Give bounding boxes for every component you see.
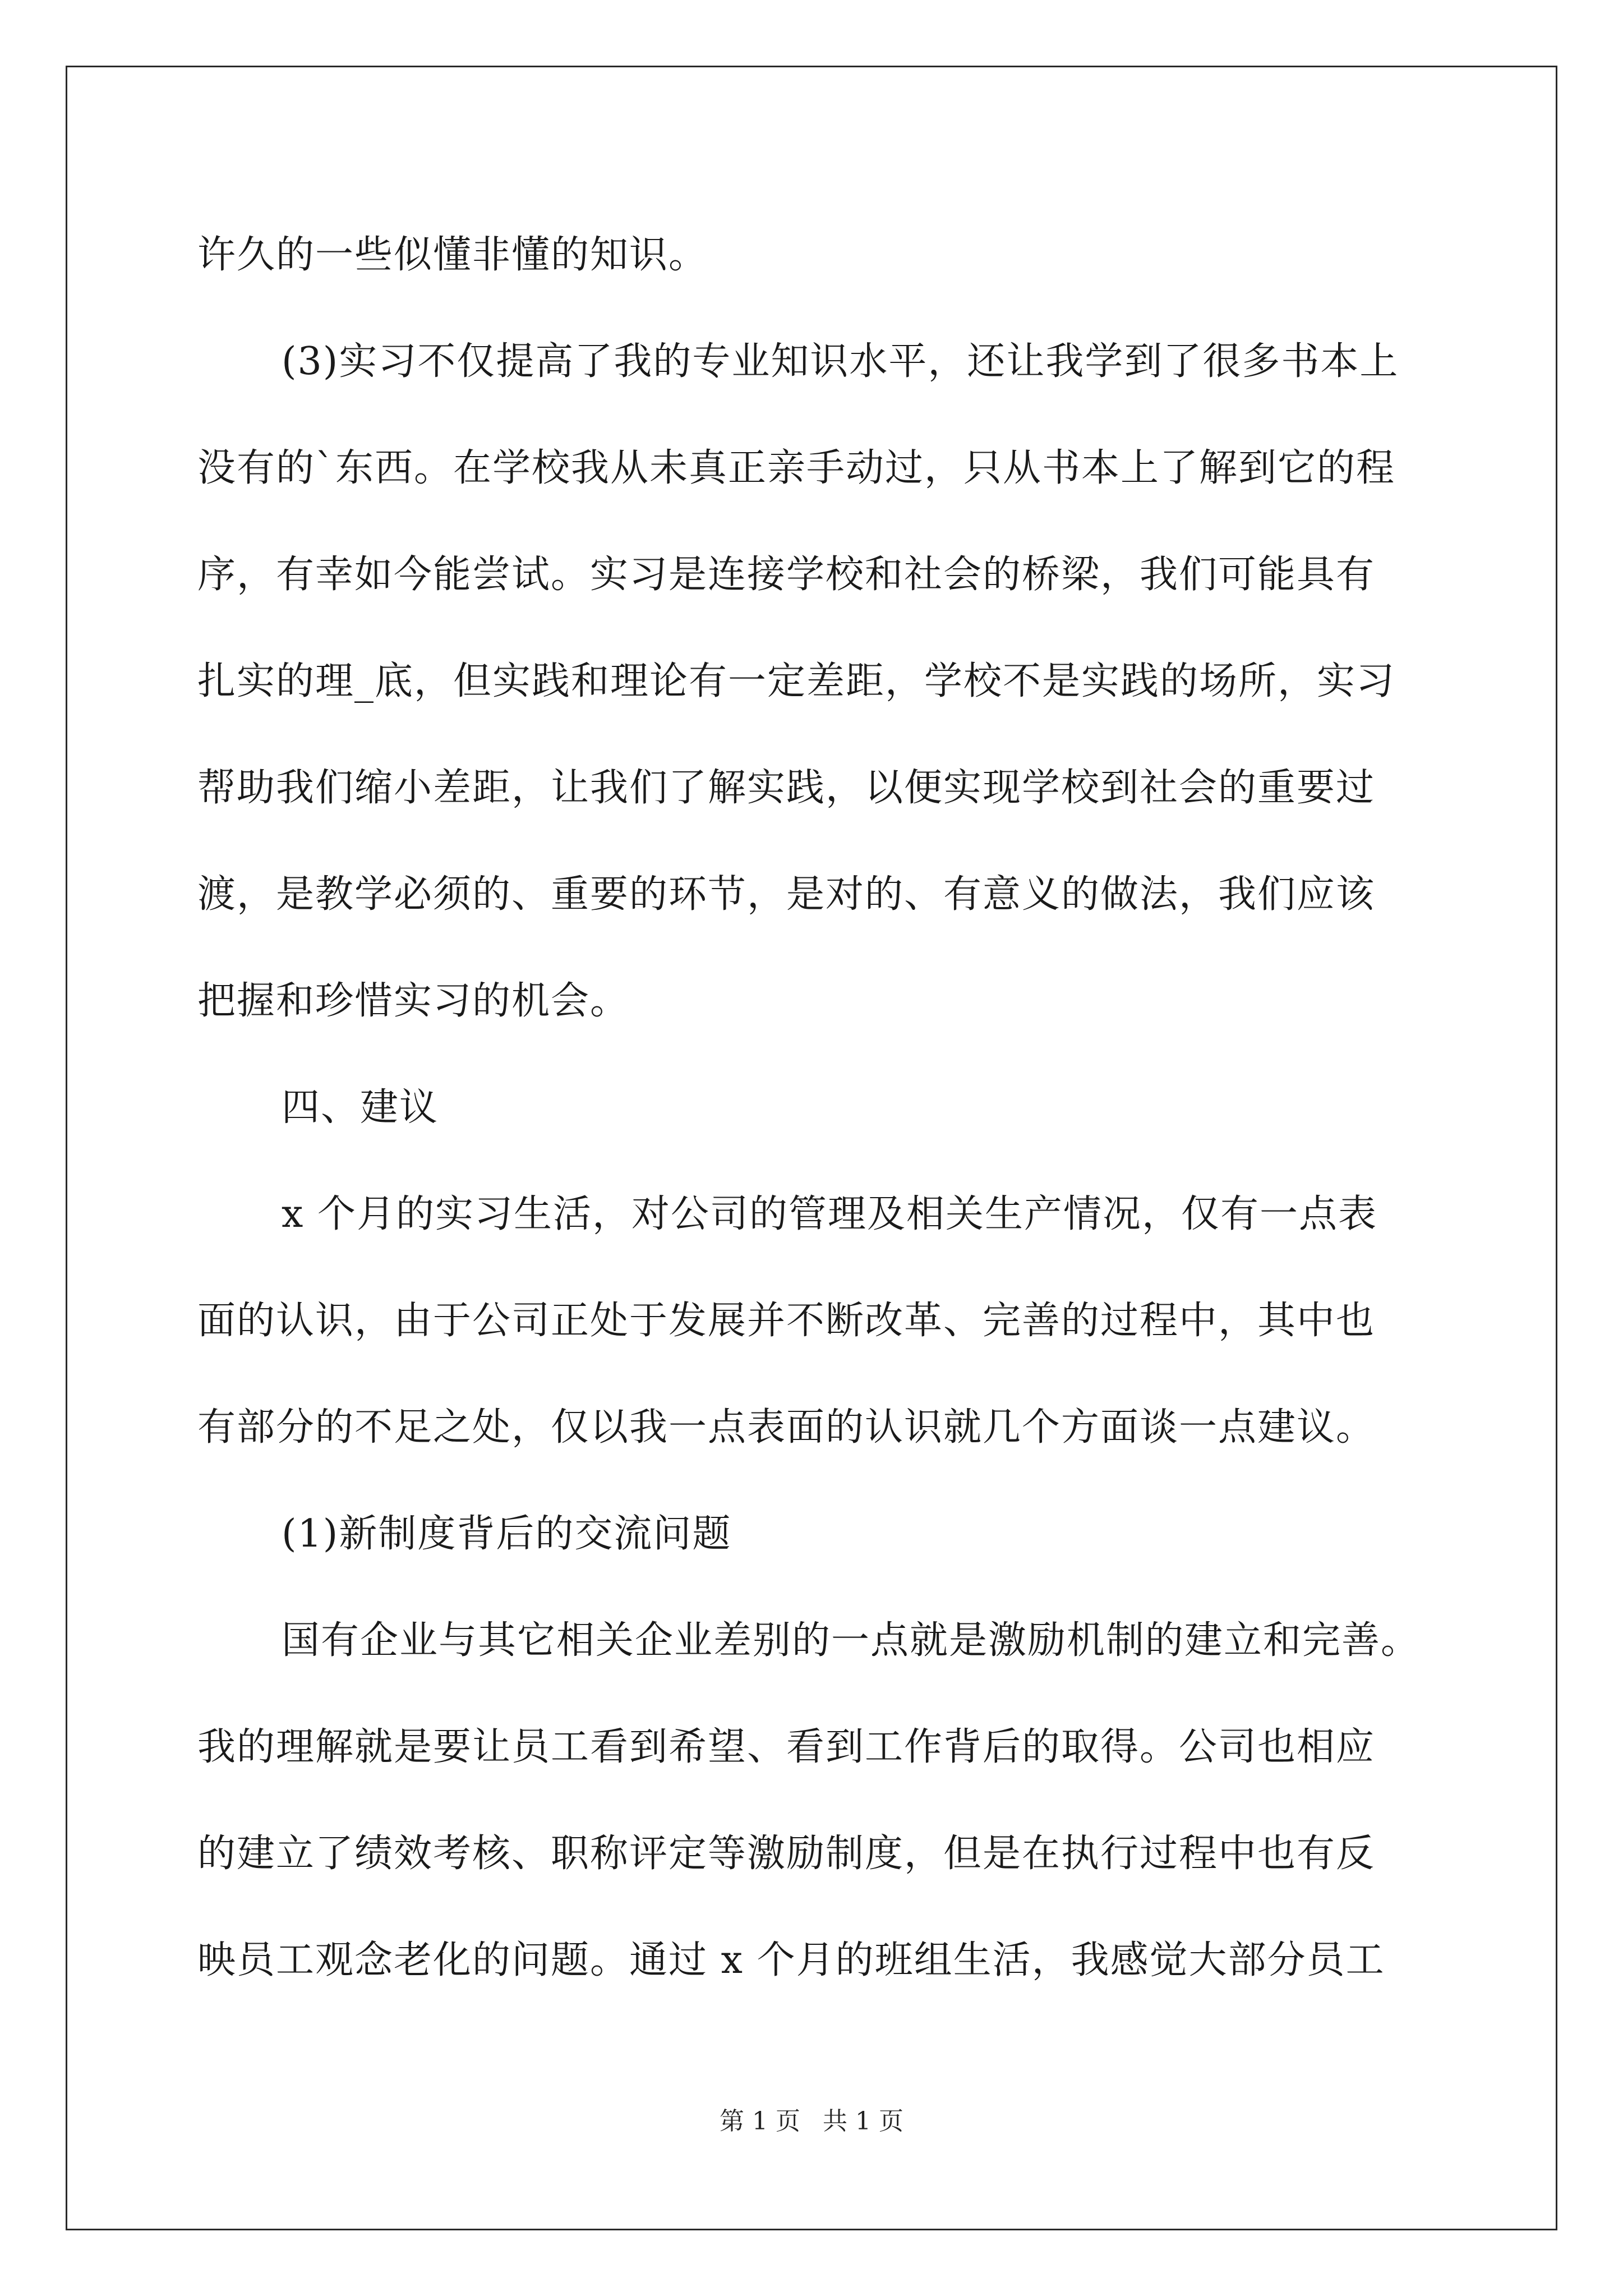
page-footer: [0, 2101, 1623, 2137]
section-heading: 四、建议: [282, 1085, 439, 1130]
text-line: 面的认识，由于公司正处于发展并不断改革、完善的过程中，其中也: [197, 1299, 1376, 1343]
text-line: 渡，是教学必须的、重要的环节，是对的、有意义的做法，我们应该: [197, 872, 1376, 917]
text-line: 我的理解就是要让员工看到希望、看到工作背后的取得。公司也相应: [197, 1725, 1376, 1769]
page-number-total: 共 1 页: [823, 2107, 903, 2136]
text-line: 帮助我们缩小差距，让我们了解实践，以便实现学校到社会的重要过: [197, 766, 1376, 810]
text-line: 没有的`东西。在学校我从未真正亲手动过，只从书本上了解到它的程: [197, 446, 1396, 490]
text-line: 扎实的理_底，但实践和理论有一定差距，学校不是实践的场所，实习: [197, 659, 1396, 703]
text-line: x 个月的实习生活，对公司的管理及相关生产情况，仅有一点表: [282, 1192, 1377, 1236]
text-line: 把握和珍惜实习的机会。: [197, 979, 630, 1023]
text-line: 序，有幸如今能尝试。实习是连接学校和社会的桥梁，我们可能具有: [197, 553, 1376, 597]
text-line: 的建立了绩效考核、职称评定等激励制度，但是在执行过程中也有反: [197, 1832, 1376, 1876]
text-line: 许久的一些似懂非懂的知识。: [197, 233, 708, 277]
page-number-current: 第 1 页: [720, 2107, 800, 2136]
text-line: 映员工观念老化的问题。通过 x 个月的班组生活，我感觉大部分员工: [197, 1938, 1385, 1982]
text-line: (3)实习不仅提高了我的专业知识水平，还让我学到了很多书本上: [282, 339, 1399, 384]
document-body: [197, 202, 1448, 2014]
text-line: 国有企业与其它相关企业差别的一点就是激励机制的建立和完善。: [282, 1618, 1421, 1663]
subsection-heading: (1)新制度背后的交流问题: [282, 1512, 732, 1556]
text-line: 有部分的不足之处，仅以我一点表面的认识就几个方面谈一点建议。: [197, 1405, 1376, 1450]
